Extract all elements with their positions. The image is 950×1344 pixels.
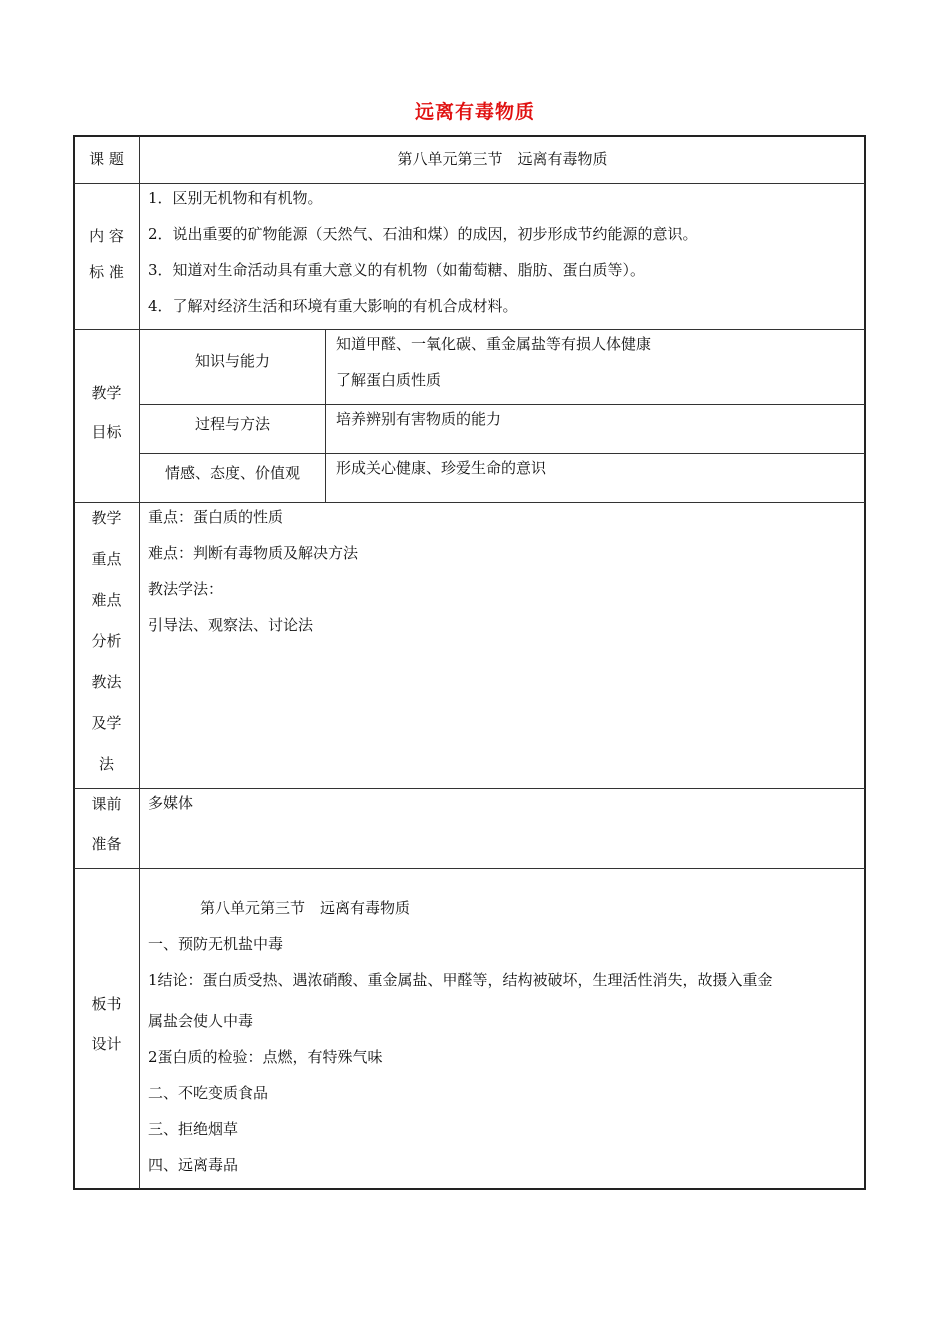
key-points-text: 教法学法： — [148, 580, 224, 598]
goal-text: 知道甲醛、一氧化碳、重金属盐等有损人体健康 — [336, 335, 652, 353]
key-points-text: 重点：蛋白质的性质 — [148, 508, 284, 526]
row-divider — [74, 329, 865, 330]
topic-label: 课 题 — [89, 150, 124, 168]
key-points-label-line: 教学 — [91, 509, 122, 527]
preparation-label-line: 准备 — [91, 835, 122, 853]
content-standard-item: 3．知道对生命活动具有重大意义的有机物（如葡萄糖、脂肪、蛋白质等）。 — [148, 261, 646, 279]
label-column-divider — [139, 136, 140, 1189]
content-standard-item: 1．区别无机物和有机物。 — [148, 189, 323, 207]
content-standard-item: 4．了解对经济生活和环境有重大影响的有机合成材料。 — [148, 297, 518, 315]
row-divider — [74, 502, 865, 503]
key-points-text: 引导法、观察法、讨论法 — [148, 616, 314, 634]
teaching-goals-label-line: 目标 — [91, 423, 122, 441]
board-design-line: 一、预防无机盐中毒 — [148, 935, 284, 953]
key-points-label-line: 难点 — [91, 591, 122, 609]
row-divider — [74, 868, 865, 869]
board-design-line: 属盐会使人中毒 — [148, 1012, 254, 1030]
teaching-goals-label-line: 教学 — [91, 384, 122, 402]
row-divider — [139, 404, 865, 405]
row-divider — [74, 183, 865, 184]
board-design-line: 三、拒绝烟草 — [148, 1120, 239, 1138]
key-points-text: 难点：判断有毒物质及解决方法 — [148, 544, 359, 562]
board-design-line: 四、远离毒品 — [148, 1156, 239, 1174]
key-points-label-line: 教法 — [91, 673, 122, 691]
board-design-line: 二、不吃变质食品 — [148, 1084, 269, 1102]
key-points-label-line: 及学 — [91, 714, 122, 732]
key-points-label-line: 法 — [98, 755, 114, 773]
row-divider — [74, 788, 865, 789]
board-design-line: 2蛋白质的检验：点燃，有特殊气味 — [148, 1048, 383, 1066]
goal-category-knowledge: 知识与能力 — [194, 352, 270, 370]
content-standard-label-line: 内 容 — [89, 227, 124, 245]
content-standard-label-line: 标 准 — [89, 263, 124, 281]
key-points-label-line: 重点 — [91, 550, 122, 568]
preparation-label-line: 课前 — [91, 795, 122, 813]
key-points-label-line: 分析 — [91, 632, 122, 650]
goal-text: 形成关心健康、珍爱生命的意识 — [336, 459, 547, 477]
board-design-line: 1结论：蛋白质受热、遇浓硝酸、重金属盐、甲醛等，结构被破坏，生理活性消失，故摄入重金 — [148, 971, 773, 989]
topic-value: 第八单元第三节 远离有毒物质 — [397, 150, 608, 168]
goals-column-divider — [325, 330, 326, 502]
goal-category-attitude: 情感、态度、价值观 — [164, 464, 300, 482]
preparation-value: 多媒体 — [148, 794, 194, 812]
board-design-heading: 第八单元第三节 远离有毒物质 — [200, 899, 411, 917]
board-design-label-line: 设计 — [91, 1035, 122, 1053]
row-divider — [139, 453, 865, 454]
document-title: 远离有毒物质 — [414, 101, 535, 123]
goal-text: 培养辨别有害物质的能力 — [336, 410, 502, 428]
goal-text: 了解蛋白质性质 — [336, 371, 442, 389]
content-standard-item: 2．说出重要的矿物能源（天然气、石油和煤）的成因，初步形成节约能源的意识。 — [148, 225, 698, 243]
lesson-plan-table — [73, 135, 866, 1190]
goal-category-process: 过程与方法 — [194, 415, 270, 433]
board-design-label-line: 板书 — [91, 995, 122, 1013]
